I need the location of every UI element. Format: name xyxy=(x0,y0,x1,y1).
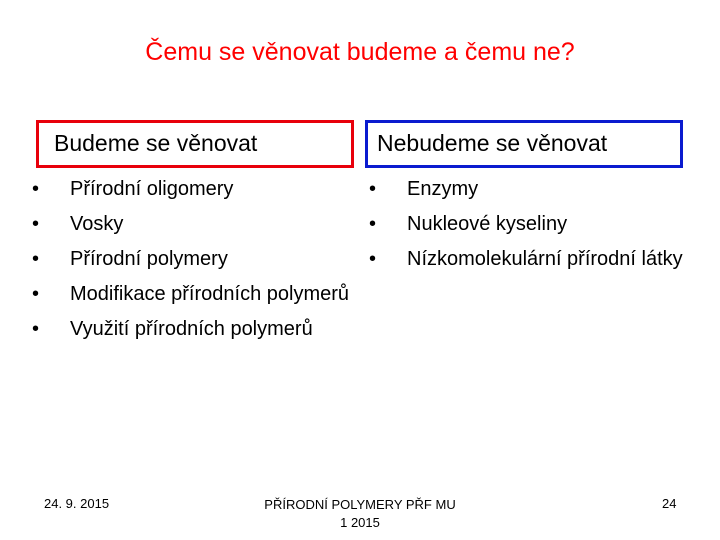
bullet-icon: • xyxy=(32,318,40,340)
list-item: • Přírodní polymery xyxy=(30,242,350,277)
footer-date: 24. 9. 2015 xyxy=(44,496,110,511)
bullet-icon: • xyxy=(32,178,40,200)
bullet-icon: • xyxy=(32,248,40,270)
footer-course: PŘÍRODNÍ POLYMERY PŘF MU xyxy=(264,497,456,512)
bullet-icon: • xyxy=(32,213,40,235)
bullet-icon: • xyxy=(369,213,377,235)
left-bullet-list xyxy=(30,172,350,347)
list-item: • Enzymy xyxy=(367,172,687,207)
footer-course-id: 1 2015 xyxy=(340,515,380,530)
page-number: 24 xyxy=(662,496,677,511)
right-bullet-list xyxy=(367,172,687,277)
bullet-icon: • xyxy=(32,283,40,305)
bullet-icon: • xyxy=(369,178,377,200)
list-item: • Nízkomolekulární přírodní látky xyxy=(367,242,687,277)
list-item: • Vosky xyxy=(30,207,350,242)
bullet-icon: • xyxy=(369,248,377,270)
slide-title: Čemu se věnovat budeme a čemu ne? xyxy=(145,38,575,66)
list-item: • Modifikace přírodních polymerů xyxy=(30,277,350,312)
left-heading-box xyxy=(36,120,354,168)
list-item: • Využití přírodních polymerů xyxy=(30,312,350,347)
list-item: • Přírodní oligomery xyxy=(30,172,350,207)
list-item: • Nukleové kyseliny xyxy=(367,207,687,242)
left-heading: Budeme se věnovat xyxy=(54,130,258,156)
footer-center xyxy=(250,496,470,532)
right-heading-box xyxy=(365,120,683,168)
right-heading: Nebudeme se věnovat xyxy=(377,130,608,156)
